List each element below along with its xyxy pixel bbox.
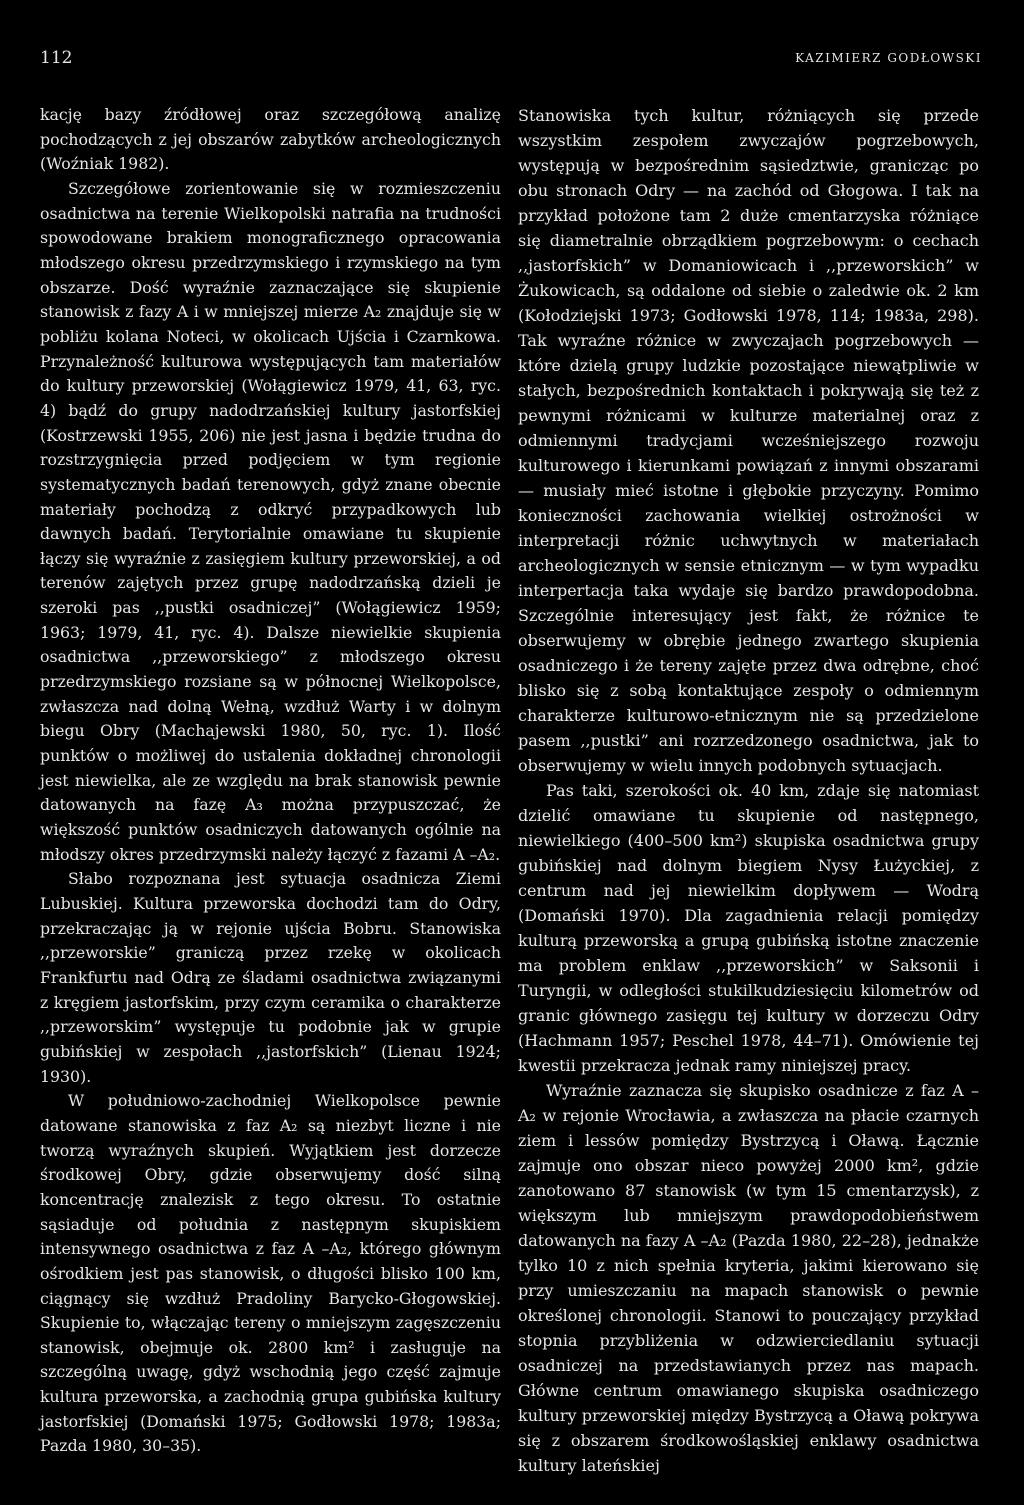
running-head: KAZIMIERZ GODŁOWSKI (795, 51, 982, 65)
paragraph: Stanowiska tych kultur, różniących się przede wszystkim zespołem zwyczajów pogrzebowych, występują w bezpośrednim sąsiedztwie, granicząc po obu stronach Odry — na zachód od Głogowa. I tak na przykład położone tam 2 duże cmentarzyska różniące się diametralnie obrządkiem pogrzebowym: o cechach ,,jastorfskich” w Domaniowicach i ,,przeworskich” w Żukowicach, są oddalone od siebie o zaledwie ok. 2 km (Kołodziejski 1973; Godłowski 1978, 114; 1983a, 298). Tak wyraźne różnice w zwyczajach pogrzebowych — które dzielą grupy ludzkie pozostające niewątpliwie w stałych, bezpośrednich kontaktach i pokrywają się też z pewnymi różnicami w kulturze materialnej oraz z odmiennymi tradycjami wcześniejszego rozwoju kulturowego i kierunkami powiązań z innymi obszarami — musiały mieć istotne i głębokie przyczyny. Pomimo konieczności zachowania wielkiej ostrożności w interpretacji różnic uchwytnych w materiałach archeologicznych w sensie etnicznym — w tym wypadku interpertacja taka wydaje się bardzo prawdopodobna. Szczególnie interesujący jest fakt, że różnice te obserwujemy w obrębie jednego zwartego skupienia osadniczego i że tereny zajęte przez dwa odrębne, choć blisko się z sobą kontaktujące zespoły o odmiennym charakterze kulturowo-etnicznym nie są przedzielone pasem ,,pustki” ani rozrzedzonego osadnictwa, jak to obserwujemy w wielu innych podobnych sytuacjach. (518, 106, 979, 775)
paragraph: Szczegółowe zorientowanie się w rozmieszczeniu osadnictwa na terenie Wielkopolski natrafia na trudności spowodowane brakiem monograficznego opracowania młodszego okresu przedrzymskiego i rzymskiego na tym obszarze. Dość wyraźnie zaznaczające się skupienie stanowisk z fazy A i w mniejszej mierze A₂ znajduje się w pobliżu kolana Noteci, w okolicach Ujścia i Czarnkowa. Przynależność kulturowa występujących tam materiałów do kultury przeworskiej (Wołągiewicz 1979, 41, 63, ryc. 4) bądź do grupy nadodrzańskiej kultury jastorfskiej (Kostrzewski 1955, 206) nie jest jasna i będzie trudna do rozstrzygnięcia przed podjęciem w tym regionie systematycznych badań terenowych, gdyż znane obecnie materiały pochodzą z odkryć przypadkowych lub dawnych badań. Terytorialnie omawiane tu skupienie łączy się wyraźnie z zasięgiem kultury przeworskiej, a od terenów zajętych przez grupę nadodrzańską dzieli je szeroki pas ,,pustki osadniczej” (Wołągiewicz 1959; 1963; 1979, 41, ryc. 4). Dalsze niewielkie skupienia osadnictwa ,,przeworskiego” z młodszego okresu przedrzymskiego rozsiane są w północnej Wielkopolsce, zwłaszcza nad dolną Wełną, wzdłuż Warty i w dolnym biegu Obry (Machajewski 1980, 50, ryc. 1). Ilość punktów o możliwej do ustalenia dokładnej chronologii jest niewielka, ale ze względu na brak stanowisk pewnie datowanych na fazę A₃ można przypuszczać, że większość punktów osadniczych datowanych ogólnie na młodszy okres przedrzymski należy łączyć z fazami A –A₂. (40, 178, 501, 864)
paragraph: kację bazy źródłowej oraz szczegółową analizę pochodzących z jej obszarów zabytków archeologicznych (Woźniak 1982). (40, 105, 501, 174)
left-column (40, 103, 501, 1459)
paragraph: Wyraźnie zaznacza się skupisko osadnicze z faz A – A₂ w rejonie Wrocławia, a zwłaszcza na płacie czarnych ziem i lessów pomiędzy Bystrzycą i Oławą. Łącznie zajmuje ono obszar nieco powyżej 2000 km², gdzie zanotowano 87 stanowisk (w tym 15 cmentarzysk), z większym lub mniejszym prawdopodobieństwem datowanych na fazy A –A₂ (Pazda 1980, 22–28), jednakże tylko 10 z nich spełnia kryteria, jakimi kierowano się przy umieszczaniu na mapach stanowisk o pewnie określonej chronologii. Stanowi to pouczający przykład stopnia przybliżenia w odzwierciedlaniu sytuacji osadniczej na przedstawianych przez nas mapach. Główne centrum omawianego skupiska osadniczego kultury przeworskiej między Bystrzycą a Oławą pokrywa się z obszarem środkowośląskiej enklawy osadnictwa kultury lateńskiej (518, 1081, 979, 1475)
right-column (518, 103, 979, 1478)
paragraph: Słabo rozpoznana jest sytuacja osadnicza Ziemi Lubuskiej. Kultura przeworska dochodzi tam do Odry, przekraczając ją w rejonie ujścia Bobru. Stanowiska ,,przeworskie” graniczą przez rzekę w okolicach Frankfurtu nad Odrą ze śladami osadnictwa związanymi z kręgiem jastorfskim, przy czym ceramika o charakterze ,,przeworskim” występuje tu podobnie jak w grupie gubińskiej w zespołach ,,jastorfskich” (Lienau 1924; 1930). (40, 869, 501, 1086)
paragraph: Pas taki, szerokości ok. 40 km, zdaje się natomiast dzielić omawiane tu skupienie od następnego, niewielkiego (400–500 km²) skupiska osadnictwa grupy gubińskiej nad dolnym biegiem Nysy Łużyckiej, z centrum nad jej niewielkim dopływem — Wodrą (Domański 1970). Dla zagadnienia relacji pomiędzy kulturą przeworską a grupą gubińską istotne znaczenie ma problem enklaw ,,przeworskich” w Saksonii i Turyngii, w odległości stukilkudziesięciu kilometrów od granic głównego zasięgu tej kultury w dorzeczu Odry (Hachmann 1957; Peschel 1978, 44–71). Omówienie tej kwestii przekracza jednak ramy niniejszej pracy. (518, 781, 979, 1075)
page-number: 112 (40, 48, 73, 68)
page-header (40, 48, 984, 74)
paragraph: W południowo-zachodniej Wielkopolsce pewnie datowane stanowiska z faz A₂ są niezbyt liczne i nie tworzą wyraźnych skupień. Wyjątkiem jest dorzecze środkowej Obry, gdzie obserwujemy dość silną koncentrację znalezisk z tego okresu. To ostatnie sąsiaduje od południa z następnym skupiskiem intensywnego osadnictwa z faz A –A₂, którego głównym ośrodkiem jest pas stanowisk, o długości blisko 100 km, ciągnący się wzdłuż Pradoliny Barycko-Głogowskiej. Skupienie to, włączając tereny o mniejszym zagęszczeniu stanowisk, obejmuje ok. 2800 km² i zasługuje na szczególną uwagę, gdyż wschodnią jego część zajmuje kultura przeworska, a zachodnią grupa gubińska kultury jastorfskiej (Domański 1975; Godłowski 1978; 1983a; Pazda 1980, 30–35). (40, 1091, 501, 1456)
